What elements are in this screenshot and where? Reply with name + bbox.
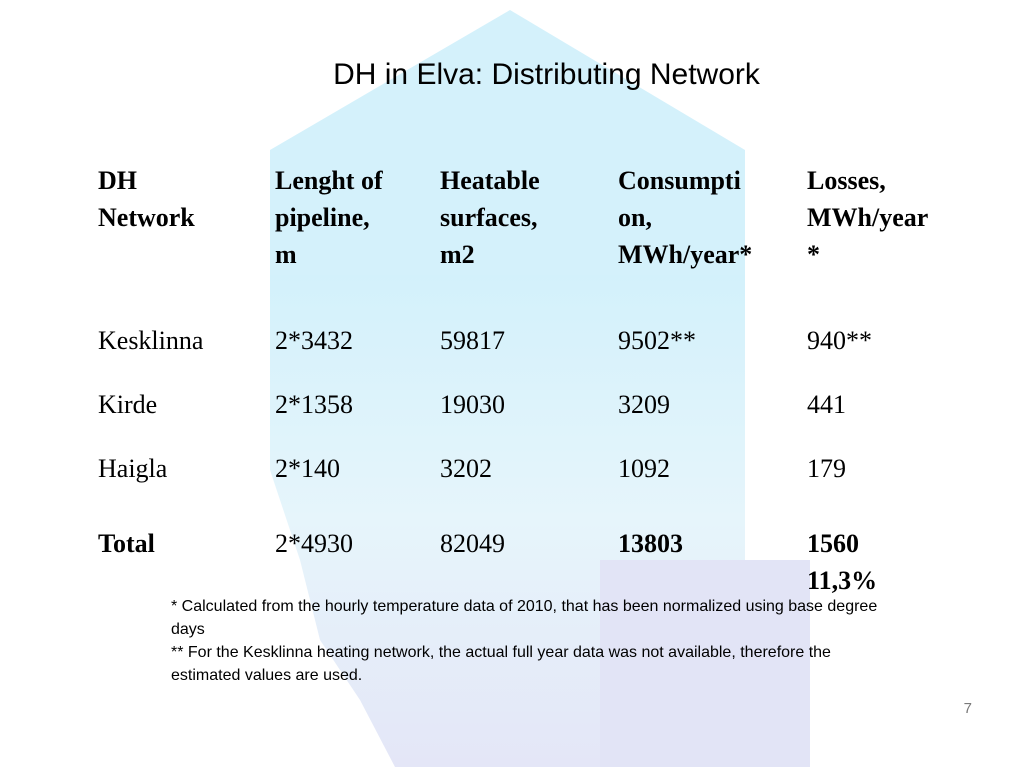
page-number: 7 xyxy=(963,700,972,717)
row-kesklinna-losses: 940** xyxy=(807,326,872,355)
footnotes xyxy=(171,595,891,687)
row-haigla-pipeline: 2*140 xyxy=(275,454,340,483)
header-consumption: Consumpti on, MWh/year* xyxy=(618,166,753,269)
row-haigla-surfaces: 3202 xyxy=(440,454,492,483)
row-kirde-losses: 441 xyxy=(807,390,846,419)
row-total-surfaces: 82049 xyxy=(440,529,505,558)
row-kirde-consumption: 3209 xyxy=(618,390,670,419)
header-dh-network: DH Network xyxy=(98,166,195,232)
row-kesklinna-consumption: 9502** xyxy=(618,326,696,355)
row-kesklinna-pipeline: 2*3432 xyxy=(275,326,353,355)
row-kirde-surfaces: 19030 xyxy=(440,390,505,419)
header-losses: Losses, MWh/year * xyxy=(807,166,929,269)
header-heatable-surfaces: Heatable surfaces, m2 xyxy=(440,166,540,269)
footnote-1: * Calculated from the hourly temperature data of 2010, that has been normalized using base degree days xyxy=(171,598,878,638)
row-haigla-losses: 179 xyxy=(807,454,846,483)
row-total-losses: 1560 11,3% xyxy=(807,529,878,595)
row-total-pipeline: 2*4930 xyxy=(275,529,353,558)
row-haigla-consumption: 1092 xyxy=(618,454,670,483)
row-total-consumption: 13803 xyxy=(618,529,683,558)
row-kirde-pipeline: 2*1358 xyxy=(275,390,353,419)
row-kirde-name: Kirde xyxy=(98,390,158,419)
row-haigla-name: Haigla xyxy=(98,454,168,483)
row-total-name: Total xyxy=(98,529,155,558)
footnote-2: ** For the Kesklinna heating network, the actual full year data was not available, therefore the estimated values are used. xyxy=(171,644,831,684)
row-kesklinna-surfaces: 59817 xyxy=(440,326,505,355)
row-kesklinna-name: Kesklinna xyxy=(98,326,204,355)
slide-title: DH in Elva: Distributing Network xyxy=(333,58,760,91)
header-pipeline-length: Lenght of pipeline, m xyxy=(275,166,383,269)
